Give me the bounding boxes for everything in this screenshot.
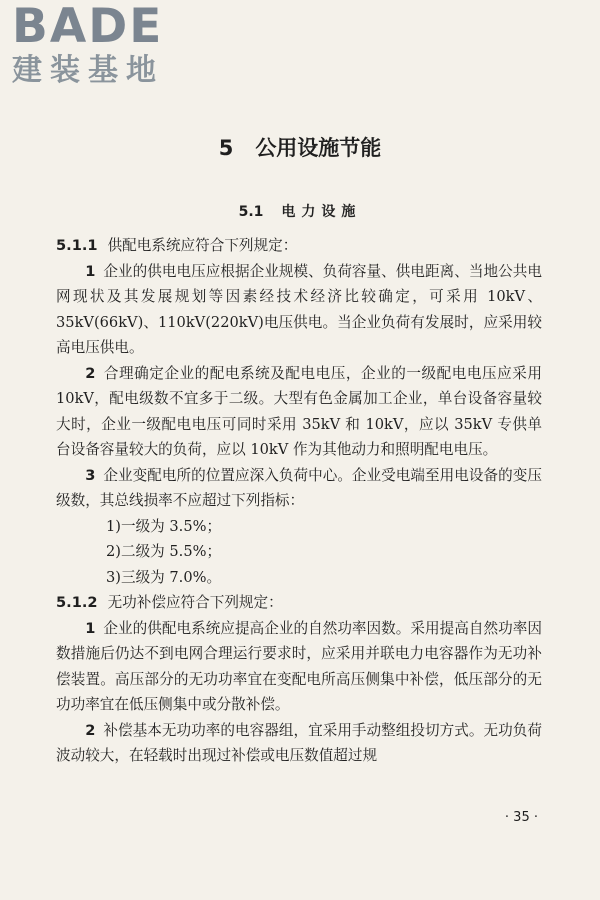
section-title-text: 电力设施 bbox=[281, 204, 362, 220]
item-number: 1 bbox=[85, 262, 96, 280]
clause-number: 5.1.2 bbox=[56, 594, 98, 611]
chapter-title bbox=[0, 132, 600, 162]
loss-rate-item: 1)一级为 3.5%； bbox=[106, 517, 222, 535]
chapter-title-text: 公用设施节能 bbox=[255, 136, 382, 160]
clause-5-1-1-item-1 bbox=[56, 259, 542, 361]
clause-5-1-1-item-3 bbox=[56, 463, 542, 514]
item-text: 企业的供配电系统应提高企业的自然功率因数。采用提高自然功率因数措施后仍达不到电网合理运行要求时，应采用并联电力电容器作为无功补偿装置。高压部分的无功功率宜在变配电所高压侧集中补偿，低压部分的无功功率宜在低压侧集中或分散补偿。 bbox=[56, 619, 542, 713]
clause-5-1-2-item-1 bbox=[56, 616, 542, 718]
item-text: 企业变配电所的位置应深入负荷中心。企业受电端至用电设备的变压级数，其总线损率不应超过下列指标： bbox=[56, 466, 542, 509]
section-title bbox=[0, 201, 600, 221]
item-number: 3 bbox=[85, 466, 96, 484]
item-text: 企业的供电电压应根据企业规模、负荷容量、供电距离、当地公共电网现状及其发展规划等因素经技术经济比较确定，可采用 10kV、35kV(66kV)、110kV(220kV)电压供电。当企业负荷有发展时，应采用较高电压供电。 bbox=[56, 262, 542, 356]
section-number: 5.1 bbox=[238, 204, 264, 220]
clause-5-1-1-heading bbox=[56, 233, 542, 259]
item-number: 2 bbox=[85, 721, 96, 739]
item-text: 合理确定企业的配电系统及配电电压，企业的一级配电电压应采用 10kV，配电级数不宜多于二级。大型有色金属加工企业，单台设备容量较大时，企业一级配电电压可同时采用 35kV 和 10kV，应以 35kV 专供单台设备容量较大的负荷，应以 10kV 作为其他动力和照明配电电压。 bbox=[56, 364, 542, 458]
chapter-number: 5 bbox=[218, 136, 234, 160]
loss-rate-item: 3)三级为 7.0%。 bbox=[106, 568, 222, 586]
item-number: 2 bbox=[85, 364, 96, 382]
item-text: 补偿基本无功功率的电容器组，宜采用手动整组投切方式。无功负荷波动较大，在轻载时出现过补偿或电压数值超过规 bbox=[56, 721, 542, 764]
item-number: 1 bbox=[85, 619, 96, 637]
clause-5-1-1-item-2 bbox=[56, 361, 542, 463]
watermark-subtitle: 建装基地 bbox=[12, 53, 164, 88]
loss-rate-item: 2)二级为 5.5%； bbox=[106, 543, 222, 560]
clause-heading-text: 供配电系统应符合下列规定： bbox=[107, 237, 298, 254]
watermark-brand: BADE bbox=[12, 0, 164, 54]
clause-5-1-2-item-2 bbox=[56, 718, 542, 769]
clause-heading-text: 无功补偿应符合下列规定： bbox=[107, 594, 283, 611]
page-number: · 35 · bbox=[504, 810, 538, 825]
clause-5-1-2-heading bbox=[56, 590, 542, 616]
clause-number: 5.1.1 bbox=[56, 237, 98, 254]
document-body bbox=[56, 233, 542, 769]
